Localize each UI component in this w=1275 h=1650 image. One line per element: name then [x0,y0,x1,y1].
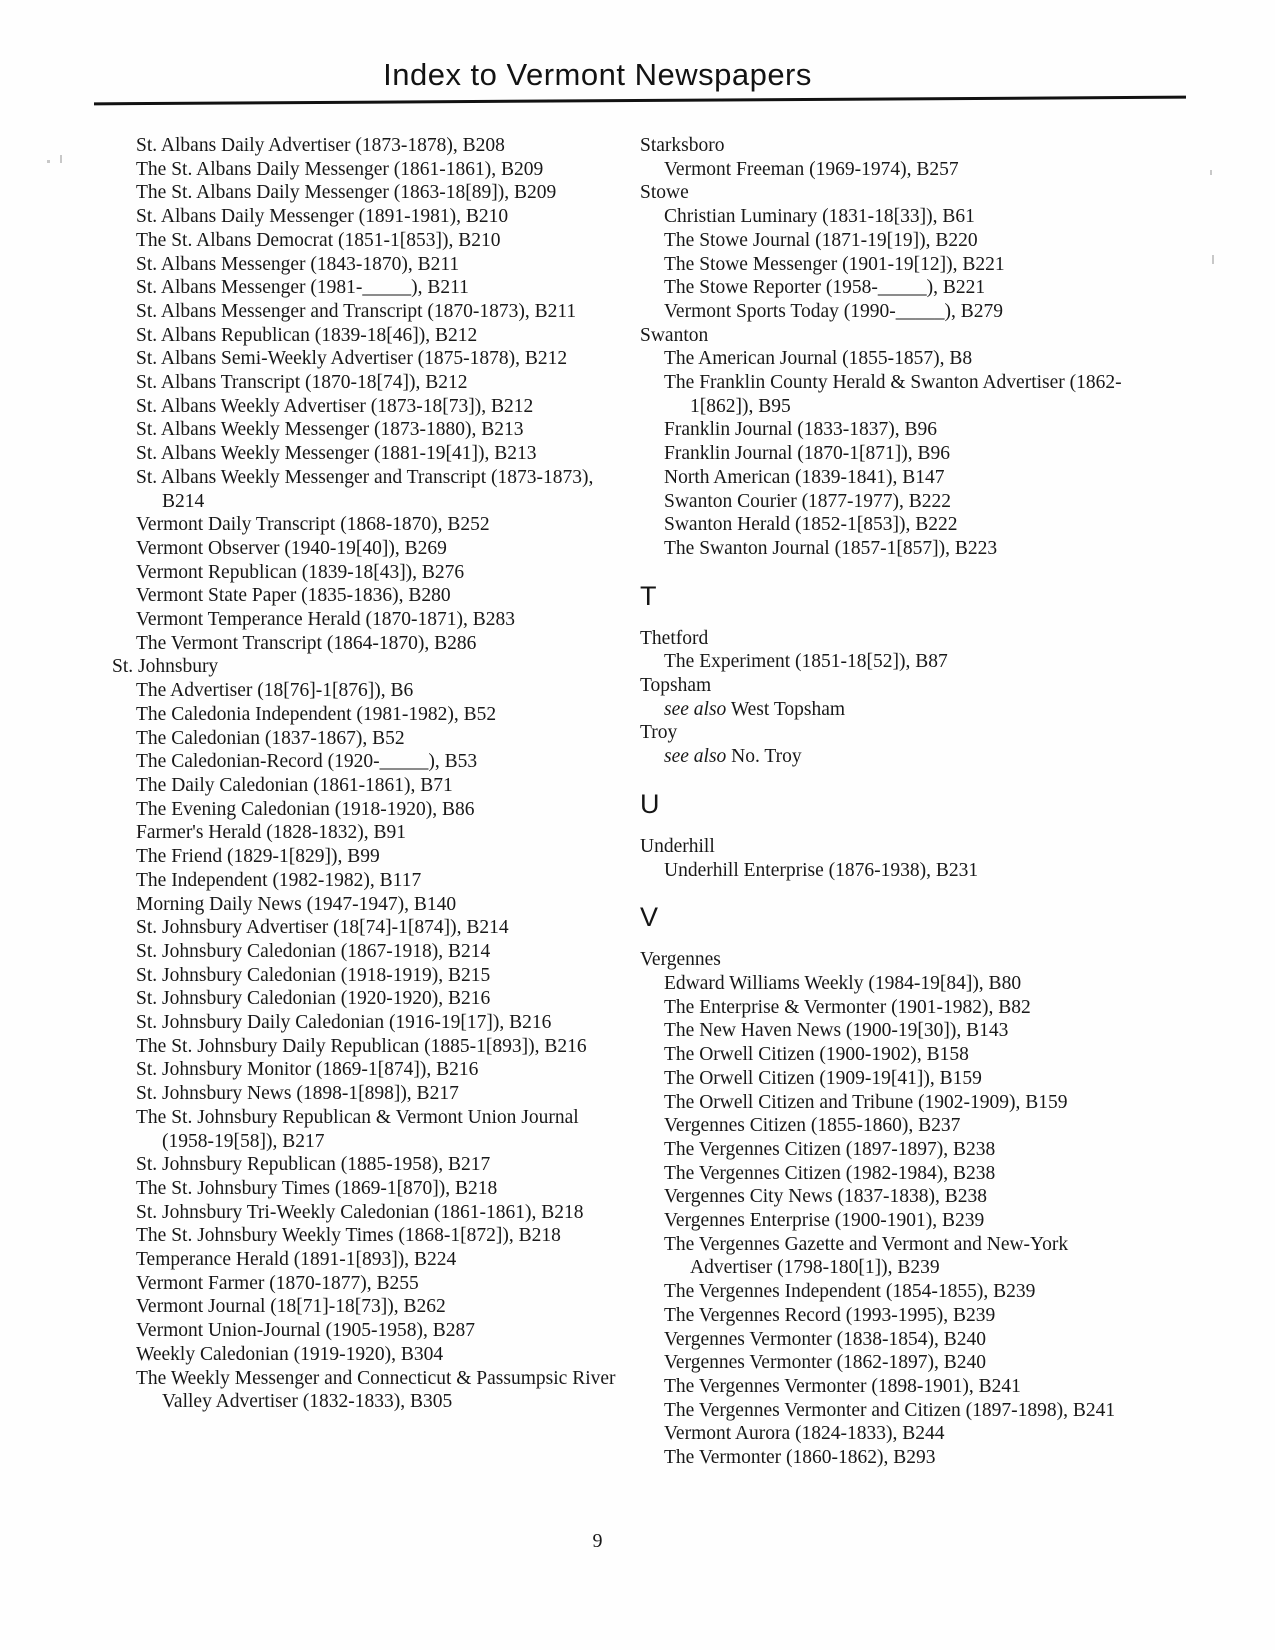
newspaper-entry: The St. Johnsbury Times (1869-1[870]), B218 [136,1177,498,1199]
newspaper-entry: Vermont Observer (1940-19[40]), B269 [136,537,447,559]
newspaper-entry: Vermont Union-Journal (1905-1958), B287 [136,1320,476,1342]
newspaper-entry: St. Albans Messenger (1981-_____), B211 [136,277,469,299]
section-letter-heading: V [640,902,659,933]
newspaper-entry: The Vergennes Record (1993-1995), B239 [664,1304,996,1326]
newspaper-entry: The Vergennes Citizen (1897-1897), B238 [664,1138,996,1160]
section-letter-heading: U [640,788,660,819]
newspaper-entry: Weekly Caledonian (1919-1920), B304 [136,1343,444,1365]
newspaper-entry: The Orwell Citizen (1900-1902), B158 [664,1044,969,1066]
newspaper-entry: Vermont Daily Transcript (1868-1870), B252 [136,514,490,536]
see-also-target: West Topsham [730,698,846,720]
title-rule [94,96,1186,106]
newspaper-entry: The St. Albans Democrat (1851-1[853]), B210 [136,229,501,251]
newspaper-entry: The Vergennes Independent (1854-1855), B239 [664,1281,1036,1303]
see-also-reference [640,745,1132,769]
newspaper-entry: Swanton Herald (1852-1[853]), B222 [664,514,958,536]
newspaper-entry: Temperance Herald (1891-1[893]), B224 [136,1249,457,1271]
newspaper-entry: St. Albans Semi-Weekly Advertiser (1875-1878), B212 [136,348,568,370]
newspaper-entry: Swanton Courier (1877-1977), B222 [664,490,952,512]
see-also-label: see also [664,746,727,768]
newspaper-entry: The Friend (1829-1[829]), B99 [136,846,380,868]
scan-speck [1210,170,1212,175]
newspaper-entry: St. Johnsbury Caledonian (1918-1919), B215 [136,964,491,986]
newspaper-entry: The St. Albans Daily Messenger (1863-18[89]), B209 [136,182,557,204]
newspaper-entry: Morning Daily News (1947-1947), B140 [136,893,457,915]
scan-speck [1212,255,1214,264]
newspaper-entry: Vermont State Paper (1835-1836), B280 [136,585,451,607]
newspaper-entry: Vergennes Citizen (1855-1860), B237 [664,1115,961,1137]
newspaper-entry: Vermont Farmer (1870-1877), B255 [136,1272,419,1294]
newspaper-entry: Franklin Journal (1833-1837), B96 [664,419,937,441]
newspaper-entry: St. Albans Weekly Messenger (1881-19[41]), B213 [136,443,537,465]
newspaper-entry: Vergennes Enterprise (1900-1901), B239 [664,1210,985,1232]
newspaper-entry: The St. Johnsbury Daily Republican (1885-1[893]), B216 [136,1035,587,1057]
index-column-left [112,134,617,1414]
town-heading: Topsham [640,675,712,697]
newspaper-entry: The Stowe Reporter (1958-_____), B221 [664,277,986,299]
newspaper-entry: Christian Luminary (1831-18[33]), B61 [664,206,975,228]
newspaper-entry: North American (1839-1841), B147 [664,466,945,488]
newspaper-entry: The St. Johnsbury Weekly Times (1868-1[872]), B218 [136,1225,561,1247]
newspaper-entry: Vermont Sports Today (1990-_____), B279 [664,300,1003,322]
newspaper-entry: St. Albans Daily Advertiser (1873-1878), B208 [136,135,505,156]
newspaper-entry: The Orwell Citizen (1909-19[41]), B159 [664,1067,982,1089]
newspaper-entry: St. Albans Daily Messenger (1891-1981), B210 [136,206,509,228]
scan-speck [60,155,62,163]
newspaper-entry: Edward Williams Weekly (1984-19[84]), B80 [664,972,1022,994]
section-letter-heading: T [640,580,657,611]
newspaper-entry: St. Johnsbury Republican (1885-1958), B217 [136,1154,491,1176]
newspaper-entry: The Caledonian-Record (1920-_____), B53 [136,751,478,773]
newspaper-entry: Vermont Journal (18[71]-18[73]), B262 [136,1296,446,1318]
see-also-label: see also [664,698,727,720]
newspaper-entry: Farmer's Herald (1828-1832), B91 [136,822,406,844]
newspaper-entry: St. Albans Weekly Advertiser (1873-18[73]), B212 [136,395,534,417]
newspaper-entry: The Independent (1982-1982), B117 [136,869,422,891]
newspaper-entry: The Advertiser (18[76]-1[876]), B6 [136,680,414,702]
newspaper-entry: The Vergennes Citizen (1982-1984), B238 [664,1162,996,1184]
newspaper-entry: The St. Johnsbury Republican & Vermont Union Journal (1958-19[58]), B217 [136,1106,579,1152]
newspaper-entry: The St. Albans Daily Messenger (1861-1861), B209 [136,158,544,180]
newspaper-entry: The Weekly Messenger and Connecticut & Passumpsic River Valley Advertiser (1832-1833), B305 [136,1367,616,1413]
newspaper-entry: Vergennes Vermonter (1862-1897), B240 [664,1352,987,1374]
newspaper-entry: The Enterprise & Vermonter (1901-1982), B82 [664,996,1031,1018]
newspaper-entry: Vergennes Vermonter (1838-1854), B240 [664,1328,987,1350]
newspaper-entry: Vermont Aurora (1824-1833), B244 [664,1423,945,1445]
newspaper-entry: St. Johnsbury Caledonian (1920-1920), B216 [136,988,491,1010]
newspaper-entry: St. Johnsbury Caledonian (1867-1918), B214 [136,940,491,962]
newspaper-entry: The Stowe Journal (1871-19[19]), B220 [664,229,978,251]
newspaper-entry: The Vergennes Vermonter (1898-1901), B241 [664,1375,1021,1397]
newspaper-entry: St. Johnsbury Tri-Weekly Caledonian (1861-1861), B218 [136,1201,584,1223]
newspaper-entry: The Orwell Citizen and Tribune (1902-1909), B159 [664,1091,1068,1113]
newspaper-entry: Underhill Enterprise (1876-1938), B231 [664,859,979,881]
page-number: 9 [592,1530,603,1552]
town-heading: Stowe [640,182,689,204]
newspaper-entry: St. Albans Weekly Messenger and Transcript (1873-1873), B214 [136,466,594,512]
see-also-reference [640,698,1132,722]
newspaper-entry: St. Albans Weekly Messenger (1873-1880), B213 [136,419,524,441]
newspaper-entry: The Daily Caledonian (1861-1861), B71 [136,774,453,796]
scan-speck [47,160,50,163]
newspaper-entry: The Experiment (1851-18[52]), B87 [664,651,948,673]
newspaper-entry: The Evening Caledonian (1918-1920), B86 [136,798,475,820]
town-heading: Starksboro [640,135,725,156]
town-heading: Troy [640,722,678,744]
town-heading: St. Johnsbury [112,656,219,678]
newspaper-entry: Franklin Journal (1870-1[871]), B96 [664,443,950,465]
newspaper-entry: The Vermont Transcript (1864-1870), B286 [136,632,477,654]
index-columns [112,134,1132,1470]
newspaper-entry: The Caledonian (1837-1867), B52 [136,727,405,749]
newspaper-entry: St. Albans Messenger and Transcript (1870-1873), B211 [136,300,577,322]
newspaper-entry: The Caledonia Independent (1981-1982), B52 [136,703,497,725]
newspaper-entry: Vermont Temperance Herald (1870-1871), B283 [136,609,515,631]
index-column-right [640,134,1132,1470]
newspaper-entry: The Swanton Journal (1857-1[857]), B223 [664,537,998,559]
newspaper-entry: St. Albans Messenger (1843-1870), B211 [136,253,460,275]
newspaper-entry: Vermont Freeman (1969-1974), B257 [664,158,959,180]
newspaper-entry: The Vergennes Vermonter and Citizen (1897-1898), B241 [664,1399,1116,1421]
town-heading: Underhill [640,835,715,857]
newspaper-entry: The Stowe Messenger (1901-19[12]), B221 [664,253,1005,275]
town-heading: Thetford [640,627,709,649]
newspaper-entry: St. Johnsbury Advertiser (18[74]-1[874]), B214 [136,917,509,939]
newspaper-entry: The New Haven News (1900-19[30]), B143 [664,1020,1009,1042]
newspaper-entry: St. Albans Transcript (1870-18[74]), B212 [136,372,468,394]
newspaper-entry: The Vergennes Gazette and Vermont and New-York Advertiser (1798-180[1]), B239 [664,1233,1069,1279]
newspaper-entry: The Franklin County Herald & Swanton Advertiser (1862-1[862]), B95 [664,372,1122,417]
newspaper-entry: The American Journal (1855-1857), B8 [664,348,973,370]
newspaper-entry: St. Albans Republican (1839-18[46]), B212 [136,324,478,346]
town-heading: Swanton [640,324,709,346]
newspaper-entry: St. Johnsbury Monitor (1869-1[874]), B216 [136,1059,479,1081]
newspaper-entry: The Vermonter (1860-1862), B293 [664,1447,936,1469]
page-title: Index to Vermont Newspapers [383,57,812,92]
town-heading: Vergennes [640,949,721,971]
newspaper-entry: St. Johnsbury News (1898-1[898]), B217 [136,1083,459,1105]
newspaper-entry: Vermont Republican (1839-18[43]), B276 [136,561,465,583]
see-also-target: No. Troy [731,746,802,768]
newspaper-entry: St. Johnsbury Daily Caledonian (1916-19[17]), B216 [136,1012,552,1034]
newspaper-entry: Vergennes City News (1837-1838), B238 [664,1186,987,1208]
